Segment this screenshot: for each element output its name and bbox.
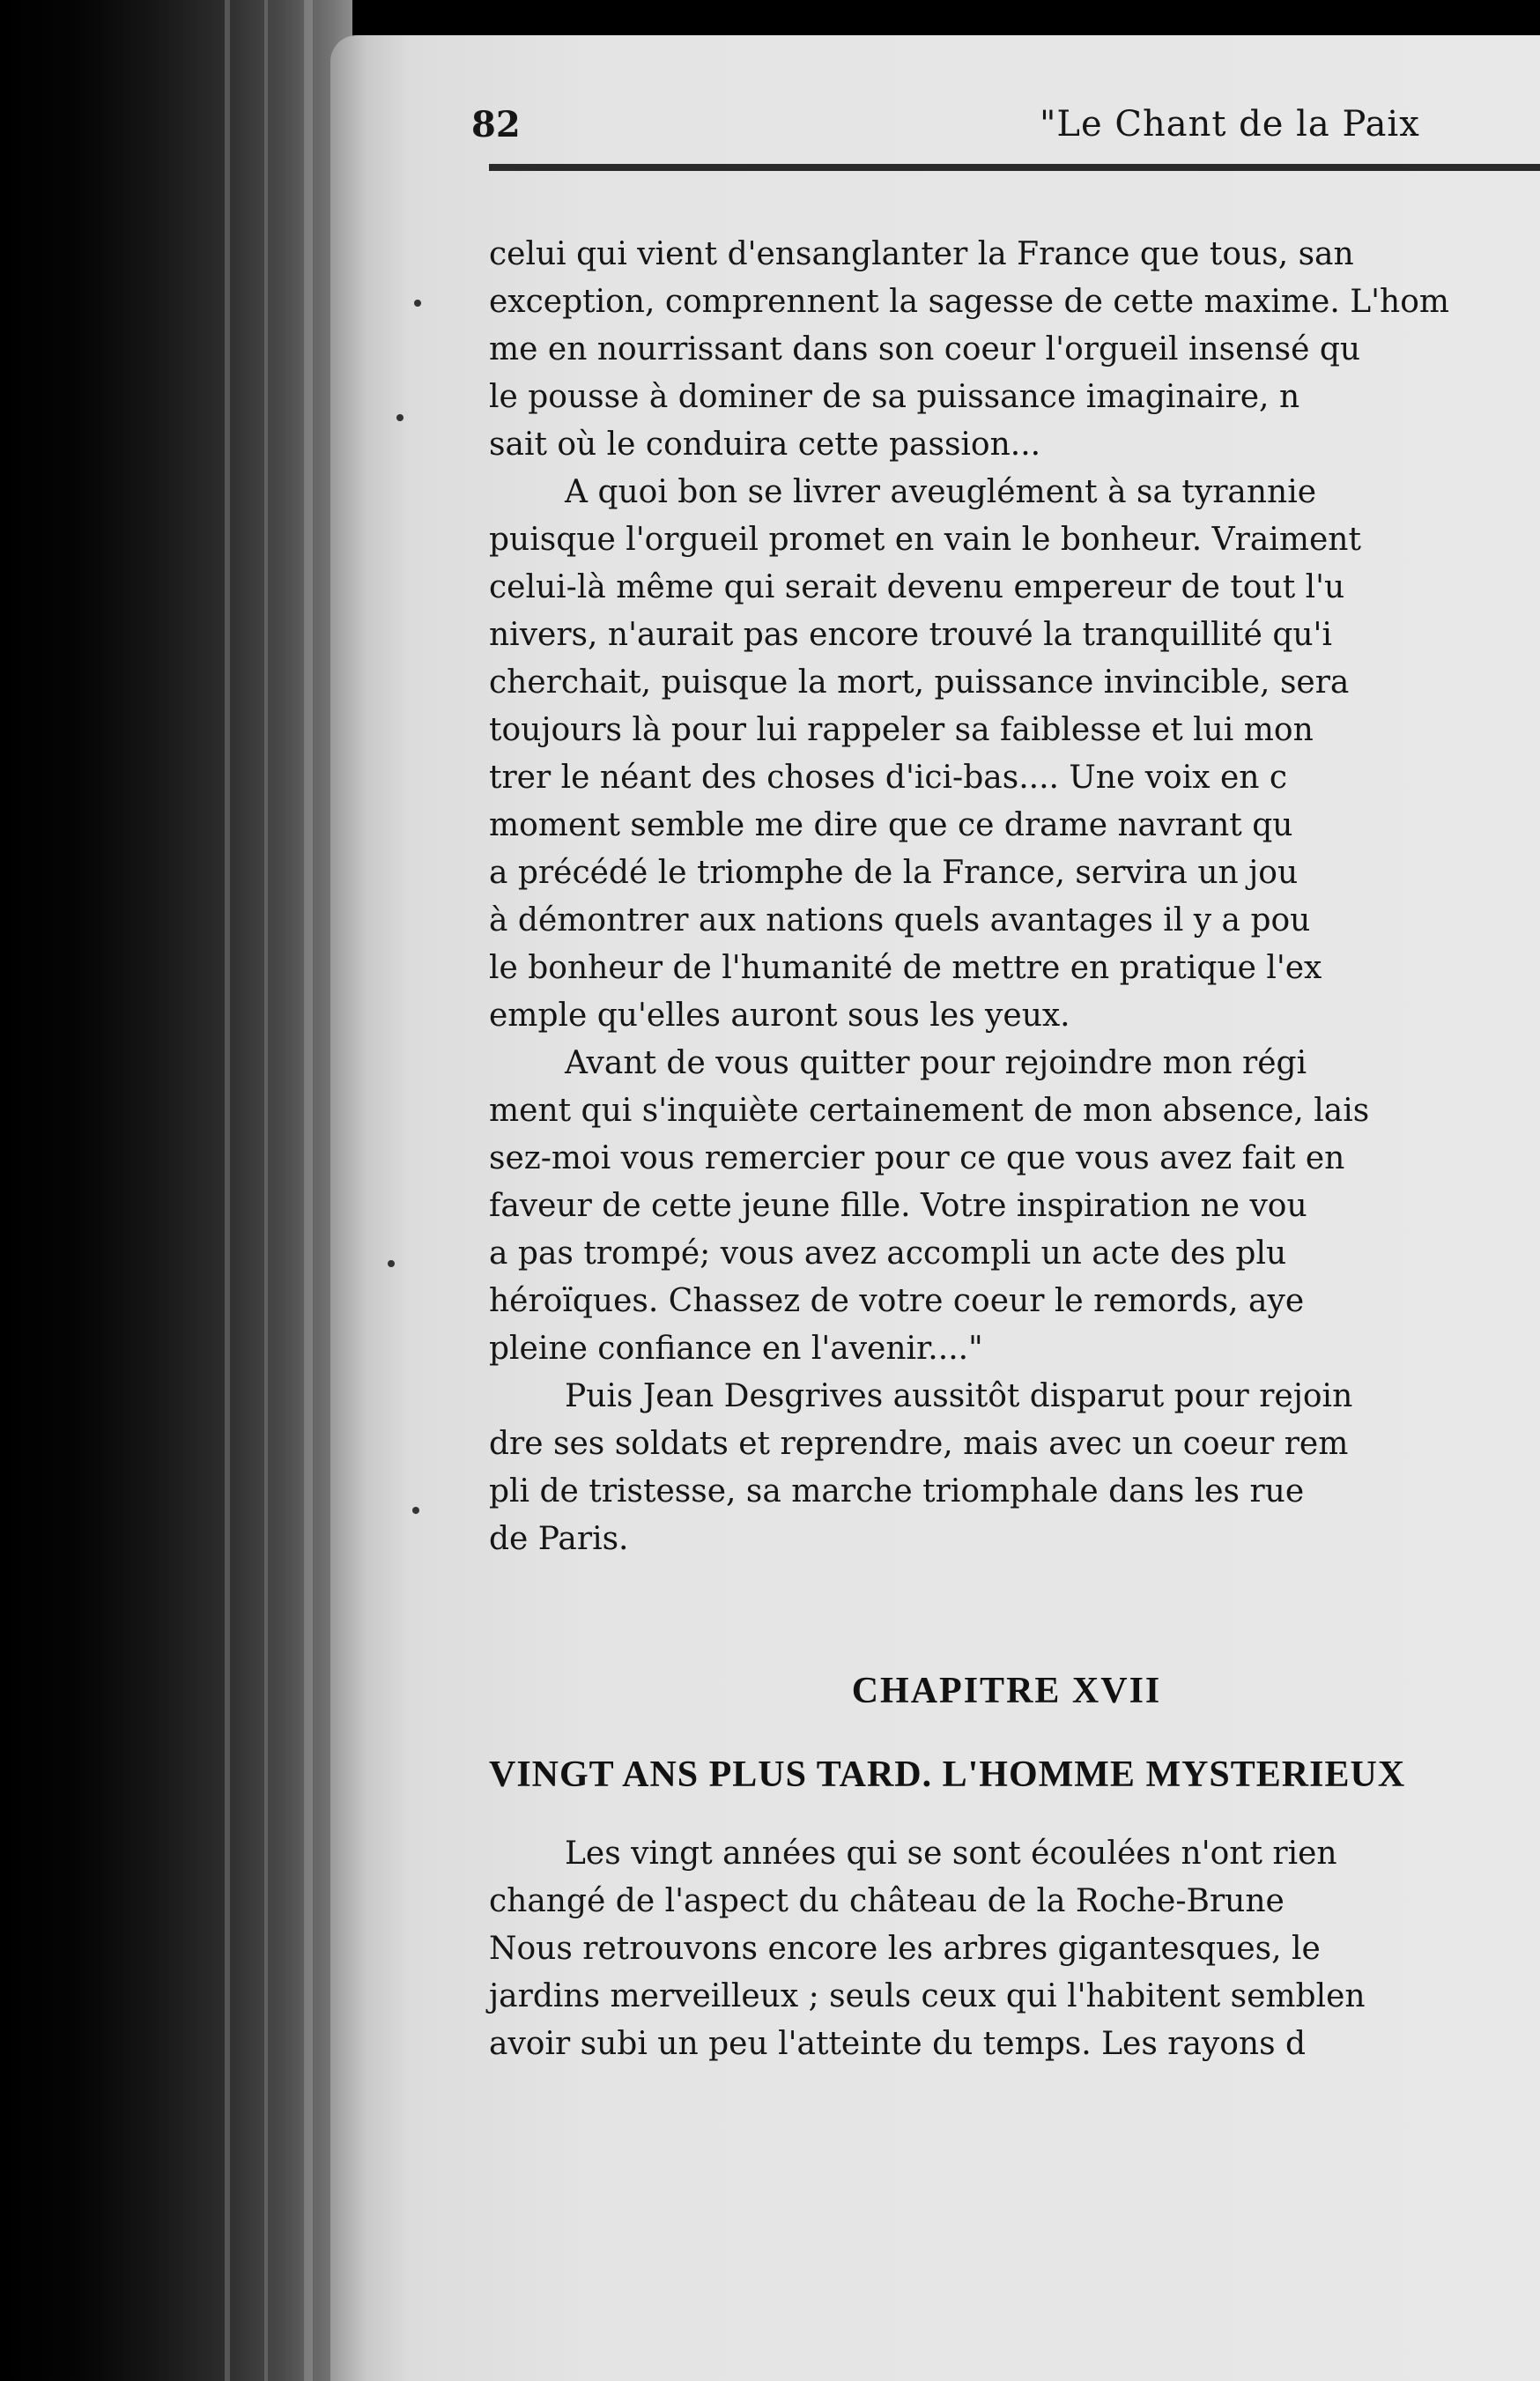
text-line: nivers, n'aurait pas encore trouvé la tranquillité qu'i bbox=[489, 617, 1332, 653]
text-line: sait où le conduira cette passion... bbox=[489, 427, 1041, 463]
text-line: changé de l'aspect du château de la Roche-Brune bbox=[489, 1883, 1285, 1919]
gutter-streak bbox=[304, 0, 313, 2381]
text-line: héroïques. Chassez de votre coeur le remords, aye bbox=[489, 1283, 1305, 1319]
text-line: Nous retrouvons encore les arbres gigantesques, le bbox=[489, 1931, 1321, 1967]
text-line: Avant de vous quitter pour rejoindre mon régi bbox=[565, 1045, 1307, 1081]
body-text bbox=[489, 231, 1540, 1563]
scan-speck bbox=[388, 1260, 395, 1267]
text-line: emple qu'elles auront sous les yeux. bbox=[489, 998, 1070, 1034]
header-rule bbox=[489, 164, 1540, 171]
gutter-streak bbox=[264, 0, 268, 2381]
text-line: celui-là même qui serait devenu empereur de tout l'u bbox=[489, 569, 1345, 605]
text-line: pli de tristesse, sa marche triomphale dans les rue bbox=[489, 1473, 1305, 1509]
text-line: toujours là pour lui rappeler sa faiblesse et lui mon bbox=[489, 712, 1314, 748]
text-line: ment qui s'inquiète certainement de mon absence, lais bbox=[489, 1093, 1370, 1129]
text-line: dre ses soldats et reprendre, mais avec un coeur rem bbox=[489, 1426, 1349, 1462]
chapter-title: VINGT ANS PLUS TARD. L'HOMME MYSTERIEUX bbox=[489, 1754, 1406, 1795]
text-line: avoir subi un peu l'atteinte du temps. Les rayons d bbox=[489, 2026, 1307, 2062]
text-line: a pas trompé; vous avez accompli un acte des plu bbox=[489, 1235, 1287, 1272]
chapter-body-text bbox=[489, 1830, 1540, 2068]
text-line: à démontrer aux nations quels avantages il y a pou bbox=[489, 902, 1311, 938]
text-line: me en nourrissant dans son coeur l'orgueil insensé qu bbox=[489, 331, 1361, 367]
text-line: le bonheur de l'humanité de mettre en pratique l'ex bbox=[489, 950, 1322, 986]
page-number: 82 bbox=[471, 104, 521, 145]
text-line: A quoi bon se livrer aveuglément à sa tyrannie bbox=[565, 474, 1317, 510]
text-line: Les vingt années qui se sont écoulées n'ont rien bbox=[565, 1836, 1337, 1872]
text-line: celui qui vient d'ensanglanter la France que tous, san bbox=[489, 236, 1354, 272]
chapter-number: CHAPITRE XVII bbox=[851, 1671, 1162, 1711]
text-line: Puis Jean Desgrives aussitôt disparut pour rejoin bbox=[565, 1378, 1353, 1414]
text-line: le pousse à dominer de sa puissance imaginaire, n bbox=[489, 379, 1300, 415]
text-line: pleine confiance en l'avenir...." bbox=[489, 1331, 983, 1367]
text-line: a précédé le triomphe de la France, servira un jou bbox=[489, 855, 1299, 891]
scan-speck bbox=[414, 300, 421, 307]
text-line: puisque l'orgueil promet en vain le bonheur. Vraiment bbox=[489, 522, 1361, 558]
book-title: "Le Chant de la Paix bbox=[1040, 104, 1420, 145]
running-head bbox=[471, 104, 1540, 157]
text-line: sez-moi vous remercier pour ce que vous avez fait en bbox=[489, 1140, 1345, 1176]
text-line: trer le néant des choses d'ici-bas.... Une voix en c bbox=[489, 760, 1288, 796]
text-line: faveur de cette jeune fille. Votre inspiration ne vou bbox=[489, 1188, 1307, 1224]
scan-speck bbox=[412, 1507, 419, 1514]
text-line: jardins merveilleux ; seuls ceux qui l'habitent semblen bbox=[489, 1978, 1366, 2014]
text-line: exception, comprennent la sagesse de cette maxime. L'hom bbox=[489, 284, 1450, 320]
gutter-streak bbox=[225, 0, 230, 2381]
scan-speck bbox=[396, 414, 404, 421]
text-line: de Paris. bbox=[489, 1521, 629, 1557]
text-line: moment semble me dire que ce drame navrant qu bbox=[489, 807, 1293, 843]
text-line: cherchait, puisque la mort, puissance invincible, sera bbox=[489, 664, 1350, 701]
book-gutter-shadow bbox=[0, 0, 352, 2381]
